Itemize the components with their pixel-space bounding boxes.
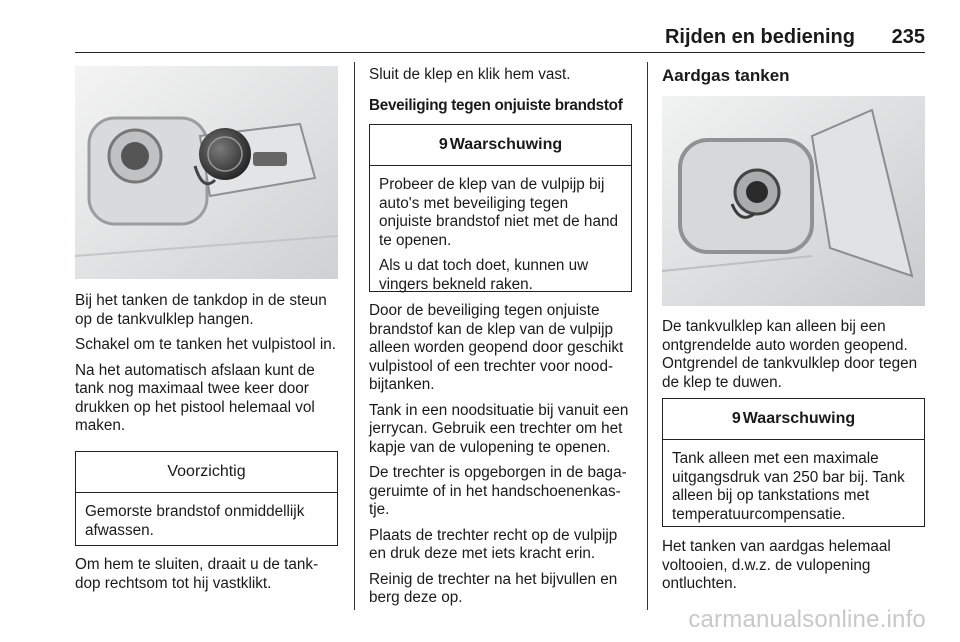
paragraph: De tankvulklep kan alleen bij een ontgrendelde auto worden geopend. Ontgrendel de tankvulklep door tegen de klep te duwen. bbox=[662, 318, 918, 391]
cng-filler-illustration bbox=[662, 96, 925, 306]
notice-text: Gemorste brandstof onmiddellijk afwassen. bbox=[85, 503, 305, 539]
paragraph: Plaats de trechter recht op de vulpijp en druk deze met iets kracht erin. bbox=[369, 526, 618, 562]
warning-header bbox=[663, 399, 924, 440]
column-2 bbox=[369, 66, 635, 115]
fuel-cap-image bbox=[75, 66, 338, 279]
paragraph: Sluit de klep en klik hem vast. bbox=[369, 66, 571, 83]
warning-text: Als u dat toch doet, kunnen uw vingers bekneld raken. bbox=[379, 257, 589, 293]
column-1-bottom bbox=[75, 556, 341, 600]
warning-box bbox=[662, 398, 925, 527]
cng-filler-image bbox=[662, 96, 925, 306]
column-2-bottom bbox=[369, 302, 635, 615]
paragraph: Tank in een noodsituatie bij vanuit een jerrycan. Gebruik een trechter om het kapje van de vulopening te openen. bbox=[369, 401, 629, 456]
page-number: 235 bbox=[891, 26, 925, 48]
column-1 bbox=[75, 292, 341, 443]
paragraph: De trechter is opgeborgen in de baga-geruimte of in het handschoenenkas-tje. bbox=[369, 464, 627, 518]
warning-icon: 9 bbox=[438, 136, 448, 153]
column-divider-1 bbox=[354, 62, 355, 610]
column-divider-2 bbox=[647, 62, 648, 610]
notice-title: Voorzichtig bbox=[76, 452, 337, 493]
subheading: Beveiliging tegen onjuiste brandstof bbox=[369, 96, 623, 114]
paragraph: Na het automatisch afslaan kunt de tank nog maximaal twee keer door drukken op het pistool helemaal vol maken. bbox=[75, 361, 315, 434]
paragraph: Schakel om te tanken het vulpistool in. bbox=[75, 336, 337, 353]
column-3-bottom bbox=[662, 538, 928, 601]
header-rule bbox=[75, 52, 925, 53]
paragraph: Reinig de trechter na het bijvullen en berg deze op. bbox=[369, 570, 618, 606]
warning-header bbox=[370, 125, 631, 166]
warning-title: Waarschuwing bbox=[449, 136, 563, 153]
column-3-middle bbox=[662, 318, 928, 399]
warning-text: Tank alleen met een maximale uitgangsdruk van 250 bar bij. Tank alleen bij op tankstations met temperatuurcompensatie. bbox=[672, 450, 905, 523]
notice-box bbox=[75, 451, 338, 546]
column-3 bbox=[662, 66, 928, 86]
header-title: Rijden en bediening bbox=[664, 26, 855, 48]
paragraph: Het tanken van aardgas helemaal voltooien, d.w.z. de vulopening ontluchten. bbox=[662, 538, 891, 592]
section-heading: Aardgas tanken bbox=[662, 66, 790, 85]
page-header bbox=[75, 26, 925, 50]
watermark: carmanualsonline.info bbox=[688, 606, 926, 633]
paragraph: Bij het tanken de tankdop in de steun op de tankvulklep hangen. bbox=[75, 292, 327, 328]
warning-text: Probeer de klep van de vulpijp bij auto's met beveiliging tegen onjuiste brandstof niet met de hand te openen. bbox=[379, 176, 618, 249]
warning-box bbox=[369, 124, 632, 292]
warning-icon: 9 bbox=[731, 410, 741, 427]
fuel-cap-illustration bbox=[75, 66, 338, 279]
paragraph: Om hem te sluiten, draait u de tank-dop rechtsom tot hij vastklikt. bbox=[75, 556, 319, 592]
paragraph: Door de beveiliging tegen onjuiste brandstof kan de klep van de vulpijp alleen worden geopend door geschikt vulpistool of een trechter voor nood-bijtanken. bbox=[369, 302, 624, 393]
warning-title: Waarschuwing bbox=[742, 410, 856, 427]
